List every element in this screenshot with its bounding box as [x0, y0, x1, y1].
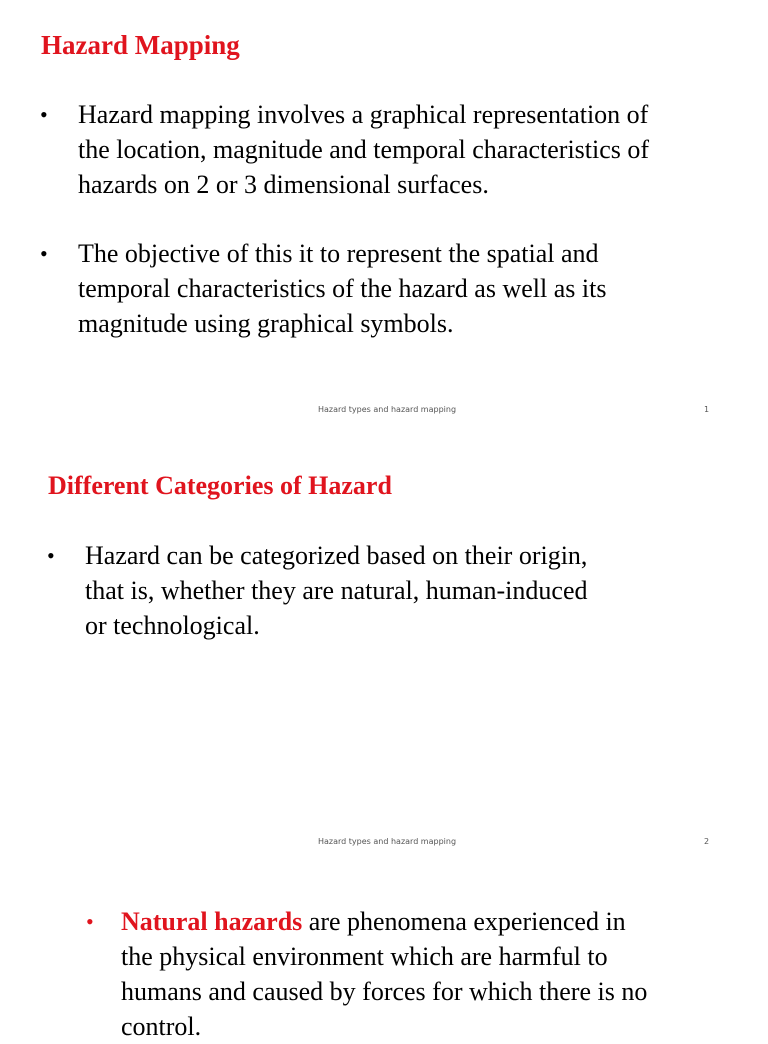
- text-line: Hazard can be categorized based on their origin,: [85, 541, 588, 570]
- text-line: The objective of this it to represent the spatial and: [78, 239, 599, 268]
- slide-2: [0, 432, 768, 864]
- text-fragment: are phenomena experienced in: [302, 907, 626, 936]
- page-number: 2: [704, 837, 710, 846]
- bullet-text: [78, 236, 606, 341]
- bullet-icon: •: [40, 102, 48, 127]
- bullet-icon: •: [86, 909, 94, 934]
- text-line: control.: [121, 1012, 202, 1041]
- page-number: 1: [704, 405, 710, 414]
- bullet-item: [47, 538, 727, 648]
- bullet-item: [86, 904, 726, 1044]
- text-line: the physical environment which are harmful to: [121, 942, 608, 971]
- text-line: Hazard mapping involves a graphical representation of: [78, 100, 649, 129]
- text-line: the location, magnitude and temporal characteristics of: [78, 135, 650, 164]
- bullet-text: [78, 97, 649, 202]
- text-line: hazards on 2 or 3 dimensional surfaces.: [78, 170, 489, 199]
- text-line: that is, whether they are natural, human-induced: [85, 576, 588, 605]
- highlight-term: Natural hazards: [121, 907, 303, 936]
- text-line: temporal characteristics of the hazard as well as its: [78, 274, 607, 303]
- slide-1: [0, 0, 768, 432]
- slide-title: Different Categories of Hazard: [48, 471, 392, 500]
- text-line: [121, 904, 647, 939]
- bullet-icon: •: [40, 241, 48, 266]
- bullet-text: [121, 904, 647, 1044]
- slide-3: [0, 864, 768, 1041]
- bullet-icon: •: [47, 543, 55, 568]
- slide-title: Hazard Mapping: [41, 30, 240, 60]
- text-line: or technological.: [85, 611, 260, 640]
- text-line: magnitude using graphical symbols.: [78, 309, 454, 338]
- bullet-item: [40, 97, 740, 207]
- bullet-text: [85, 538, 587, 643]
- slide-footer: Hazard types and hazard mapping: [318, 837, 457, 846]
- slide-footer: Hazard types and hazard mapping: [318, 405, 457, 414]
- text-line: humans and caused by forces for which there is no: [121, 977, 648, 1006]
- bullet-item: [40, 236, 740, 346]
